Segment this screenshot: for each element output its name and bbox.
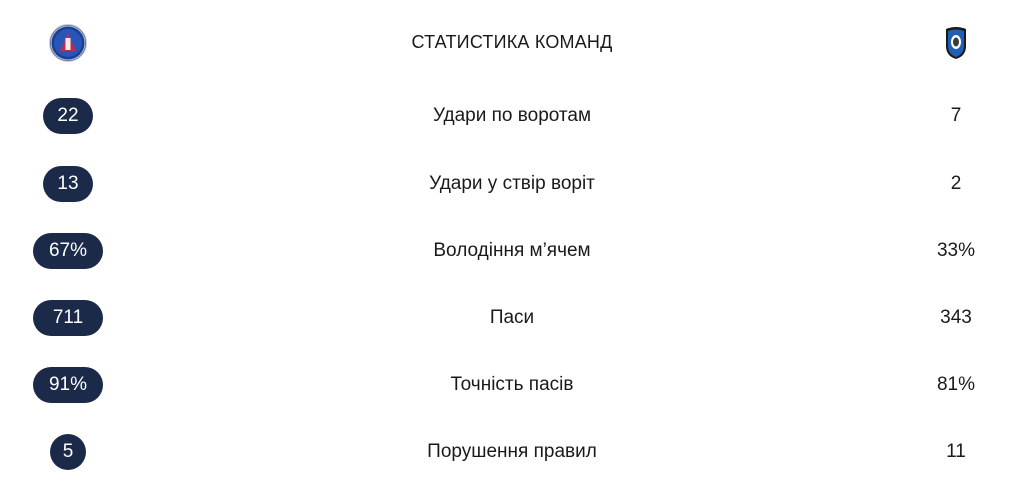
away-stat-value: 7 bbox=[950, 105, 962, 126]
stat-label: Точність пасів bbox=[450, 374, 574, 395]
away-stat-value: 81% bbox=[936, 374, 976, 395]
away-stat-value: 343 bbox=[940, 307, 972, 328]
home-stat-badge: 67% bbox=[33, 233, 103, 269]
page-title: СТАТИСТИКА КОМАНД bbox=[411, 32, 613, 52]
psg-crest-icon bbox=[49, 24, 87, 62]
home-stat-badge: 22 bbox=[43, 98, 93, 134]
home-stat-badge: 91% bbox=[33, 367, 103, 403]
home-stat-badge: 711 bbox=[33, 300, 103, 336]
home-stat-badge: 13 bbox=[43, 166, 93, 202]
away-stat-value: 11 bbox=[946, 441, 966, 462]
stat-row bbox=[0, 233, 1024, 269]
stat-row bbox=[0, 166, 1024, 202]
stat-row bbox=[0, 434, 1024, 470]
stat-row bbox=[0, 98, 1024, 134]
stat-label: Паси bbox=[489, 307, 535, 328]
stat-row bbox=[0, 367, 1024, 403]
stat-row bbox=[0, 300, 1024, 336]
stat-label: Удари у ствір воріт bbox=[429, 173, 595, 194]
home-stat-badge: 5 bbox=[50, 434, 86, 470]
away-stat-value: 33% bbox=[936, 240, 976, 261]
stat-label: Володіння м’ячем bbox=[433, 240, 591, 261]
stat-label: Порушення правил bbox=[427, 441, 597, 462]
stat-label: Удари по воротам bbox=[432, 105, 592, 126]
atalanta-crest-icon bbox=[944, 26, 968, 60]
stats-header bbox=[0, 22, 1024, 66]
away-stat-value: 2 bbox=[950, 173, 962, 194]
